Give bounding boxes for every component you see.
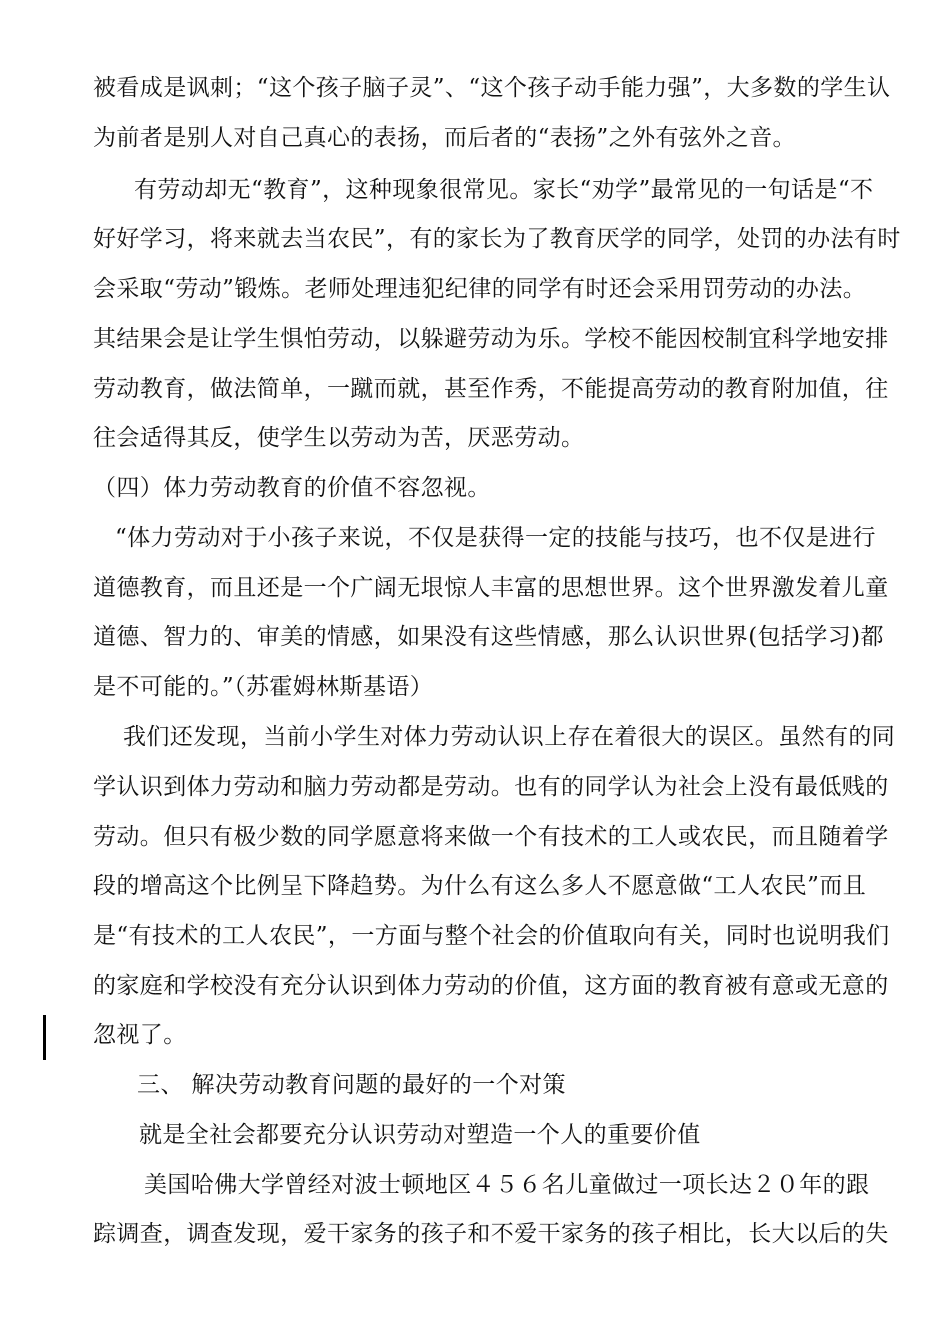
cursor-bar (43, 1015, 46, 1060)
text-line: 学认识到体力劳动和脑力劳动都是劳动。也有的同学认为社会上没有最低贱的 (93, 774, 889, 800)
quote-line: 是不可能的。”（苏霍姆林斯基语） (93, 674, 434, 700)
text-line: 踪调查，调查发现，爱干家务的孩子和不爱干家务的孩子相比，长大以后的失 (93, 1221, 889, 1247)
text-line: 会采取“劳动”锻炼。老师处理违犯纪律的同学有时还会采用罚劳动的办法。 (93, 276, 867, 302)
text-line: 有劳动却无“教育”，这种现象很常见。家长“劝学”最常见的一句话是“不 (134, 177, 874, 203)
text-line: 的家庭和学校没有充分认识到体力劳动的价值，这方面的教育被有意或无意的 (93, 973, 889, 999)
text-line: 为前者是别人对自己真心的表扬，而后者的“表扬”之外有弦外之音。 (93, 125, 796, 151)
subheading: 就是全社会都要充分认识劳动对塑造一个人的重要价值 (139, 1122, 701, 1148)
quote-line: 道德、智力的、审美的情感，如果没有这些情感，那么认识世界(包括学习)都 (93, 624, 884, 650)
text-line: 好好学习，将来就去当农民”，有的家长为了教育厌学的同学，处罚的办法有时 (93, 226, 901, 252)
quote-line: 道德教育，而且还是一个广阔无垠惊人丰富的思想世界。这个世界激发着儿童 (93, 575, 889, 601)
section-heading: （四）体力劳动教育的价值不容忽视。 (93, 475, 491, 501)
section-heading: 三、 解决劳动教育问题的最好的一个对策 (137, 1072, 566, 1098)
text-line: 劳动教育，做法简单，一蹴而就，甚至作秀，不能提高劳动的教育附加值，往 (93, 376, 889, 402)
text-line: 被看成是讽刺；“这个孩子脑子灵”、“这个孩子动手能力强”，大多数的学生认 (93, 75, 891, 101)
text-line: 忽视了。 (93, 1022, 187, 1048)
quote-line: “体力劳动对于小孩子来说，不仅是获得一定的技能与技巧，也不仅是进行 (115, 525, 876, 551)
text-line: 是“有技术的工人农民”，一方面与整个社会的价值取向有关，同时也说明我们 (93, 923, 890, 949)
text-line: 其结果会是让学生惧怕劳动，以躲避劳动为乐。学校不能因校制宜科学地安排 (93, 326, 889, 352)
text-line: 美国哈佛大学曾经对波士顿地区４５６名儿童做过一项长达２０年的跟 (144, 1172, 870, 1198)
text-line: 我们还发现，当前小学生对体力劳动认识上存在着很大的误区。虽然有的同 (123, 724, 896, 750)
text-line: 劳动。但只有极少数的同学愿意将来做一个有技术的工人或农民，而且随着学 (93, 824, 889, 850)
text-line: 段的增高这个比例呈下降趋势。为什么有这么多人不愿意做“工人农民”而且 (93, 873, 867, 899)
text-line: 往会适得其反，使学生以劳动为苦，厌恶劳动。 (93, 425, 585, 451)
